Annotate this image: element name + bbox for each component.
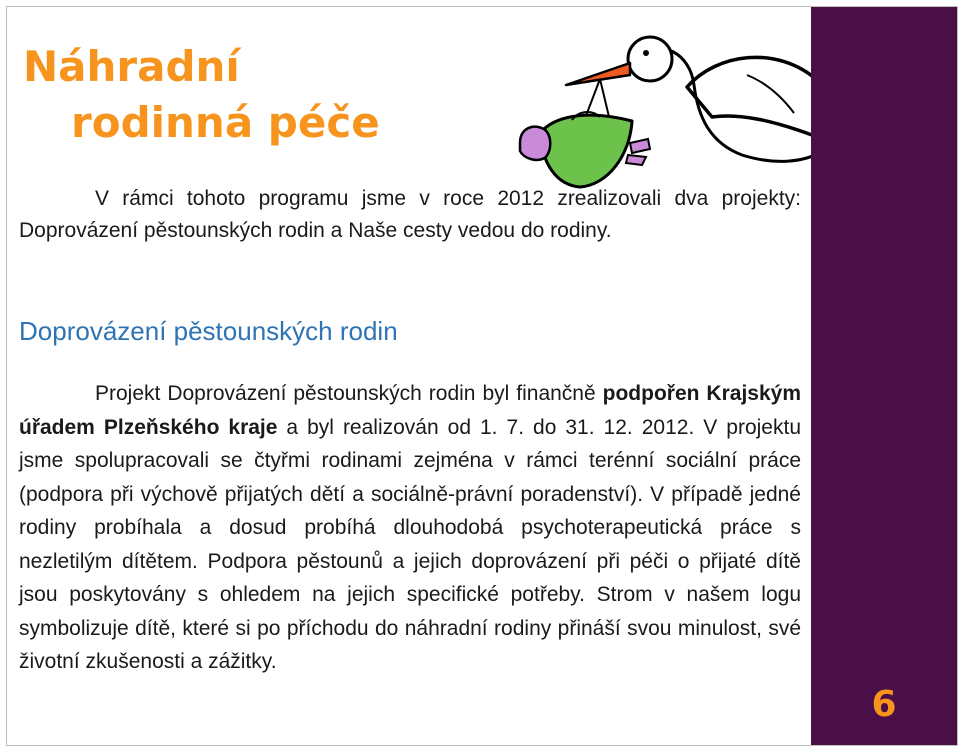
section-text-rest: a byl realizován od 1. 7. do 31. 12. 2012. V projektu jsme spolupracovali se čtyřmi rodinami zejména v rámci terénní sociální práce (podpora při výchově přijatých dětí a sociálně-právní poradenství). V případě jedné rodiny probíhala a dosud probíhá dlouhodobá psychoterapeutická práce s nezletilým dítětem. Podpora pěstounů a jejich doprovázení při péči o přijaté dítě jsou poskytovány s ohledem na jejich specifické potřeby. Strom v našem logu symbolizuje dítě, které si po příchodu do náhradní rodiny přináší svou minulost, své životní zkušenosti a zážitky. [19, 415, 801, 673]
side-band [811, 7, 957, 745]
intro-paragraph: V rámci tohoto programu jsme v roce 2012 zrealizovali dva projekty: Doprovázení pěstounských rodin a Naše cesty vedou do rodiny. [19, 187, 801, 242]
section-heading: Doprovázení pěstounských rodin [19, 316, 398, 346]
section-text-bold: podpořen Krajským úřadem Plzeňského kraje [19, 382, 801, 439]
section-paragraph [19, 377, 801, 679]
document-page [6, 6, 958, 746]
page-title [23, 39, 380, 151]
title-line-2: rodinná péče [71, 98, 380, 147]
title-line-1: Náhradní [23, 42, 240, 91]
section-text-start: Projekt Doprovázení pěstounských rodin byl finančně [95, 382, 603, 405]
page-number: 6 [871, 684, 897, 725]
